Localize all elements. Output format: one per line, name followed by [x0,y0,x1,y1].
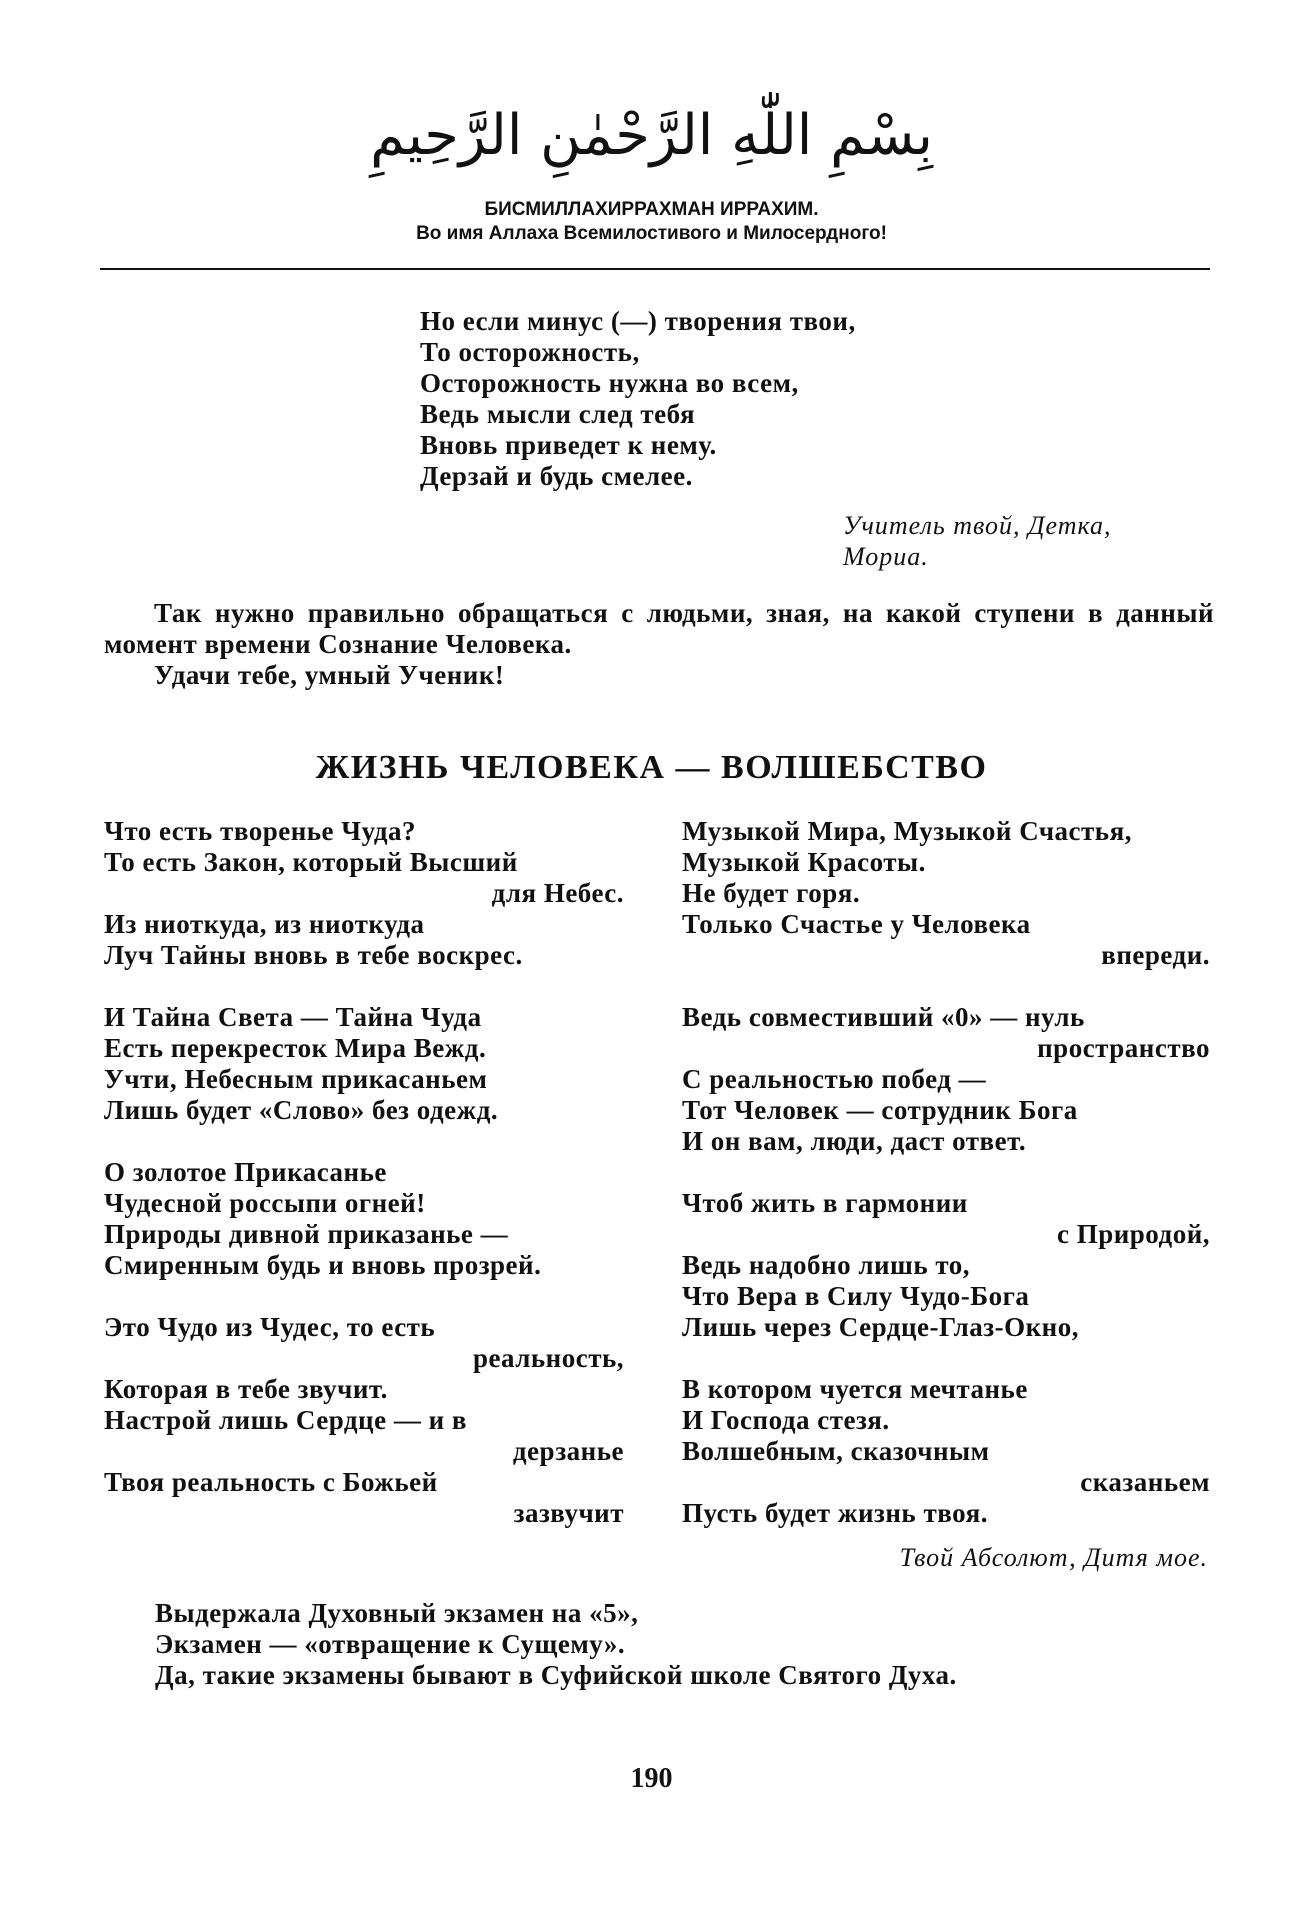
poem-line: Не будет горя. [682,878,861,908]
header-translation: Во имя Аллаха Всемилостивого и Милосердного! [416,223,887,244]
poem-line: С реальностью побед — [682,1064,987,1094]
poem-line: Настрой лишь Сердце — и в [104,1405,467,1435]
poem-line: с Природой, [1056,1219,1210,1249]
poem-line: Это Чудо из Чудес, то есть [104,1312,436,1342]
poem-line: Ведь надобно лишь то, [682,1250,971,1280]
closing-line: Выдержала Духовный экзамен на «5», [155,1598,639,1628]
poem-line: То осторожность, [420,337,640,367]
prose-paragraph: Удачи тебе, умный Ученик! [154,660,505,690]
poem-right-column [682,816,1210,1529]
poem-line: Луч Тайны вновь в тебе воскрес. [104,940,523,970]
page-number: 190 [630,1763,673,1794]
stanza-gap [682,1157,1210,1188]
signature-line: Мориа. [843,542,929,571]
header-divider [100,268,1210,270]
poem-title: ЖИЗНЬ ЧЕЛОВЕКА — ВОЛШЕБСТВО [315,749,988,786]
poem-line: И Тайна Света — Тайна Чуда [104,1002,482,1032]
poem-line: Из ниоткуда, из ниоткуда [104,909,425,939]
poem-line: Осторожность нужна во всем, [420,368,799,398]
poem-line: И он вам, люди, даст ответ. [682,1126,1027,1156]
poem-line: Чтоб жить в гармонии [682,1188,968,1218]
poem-line: реальность, [473,1343,624,1373]
poem-line: Тот Человек — сотрудник Бога [682,1095,1078,1125]
stanza-gap [104,1281,624,1312]
poem-line: Дерзай и будь смелее. [420,461,693,491]
poem-line: Ведь мысли след тебя [420,399,696,429]
stanza-gap [104,1126,624,1157]
poem-line: Но если минус (—) творения твои, [420,306,856,336]
closing-note [155,1598,957,1691]
page-header [0,198,1303,246]
poem-line: Что Вера в Силу Чудо-Бога [682,1281,1030,1311]
poem-line: Твоя реальность с Божьей [104,1467,438,1497]
top-signature [843,510,1112,572]
prose-block [104,598,1214,691]
poem-line: Волшебным, сказочным [682,1436,990,1466]
poem-line: Только Счастье у Человека [682,909,1031,939]
poem-line: Природы дивной приказанье — [104,1219,509,1249]
poem-line: Что есть творенье Чуда? [104,816,417,846]
top-poem [420,306,856,492]
header-transliteration: БИСМИЛЛАХИРРАХМАН ИРРАХИМ. [484,199,819,220]
poem-line: Смиренным будь и вновь прозрей. [104,1250,542,1280]
poem-line: пространство [1037,1033,1210,1063]
poem-line: И Господа стезя. [682,1405,890,1435]
closing-line: Да, такие экзамены бывают в Суфийской школе Святого Духа. [155,1660,957,1690]
closing-line: Экзамен — «отвращение к Сущему». [155,1629,626,1659]
poem-line: зазвучит [513,1498,624,1528]
poem-line: для Небес. [491,878,624,908]
poem-line: Музыкой Красоты. [682,847,926,877]
poem-line: Есть перекресток Мира Вежд. [104,1033,487,1063]
poem-line: Которая в тебе звучит. [104,1374,388,1404]
poem-line: Лишь будет «Слово» без одежд. [104,1095,499,1125]
poem-line: О золотое Прикасанье [104,1157,387,1187]
poem-line: Вновь приведет к нему. [420,430,717,460]
poem-line: Музыкой Мира, Музыкой Счастья, [682,816,1132,846]
poem-line: сказаньем [1080,1467,1210,1497]
stanza-gap [682,1343,1210,1374]
poem-left-column [104,816,624,1529]
poem-line: То есть Закон, который Высший [104,847,518,877]
poem-line: В котором чуется мечтанье [682,1374,1028,1404]
poem-line: Чудесной россыпи огней! [104,1188,426,1218]
poem-line: дерзанье [512,1436,624,1466]
bottom-signature: Твой Абсолют, Дитя мое. [899,1543,1208,1572]
poem-line: Учти, Небесным прикасаньем [104,1064,488,1094]
arabic-calligraphy: بِسْمِ اللّٰهِ الرَّحْمٰنِ الرَّحِيمِ [370,103,933,168]
signature-line: Учитель твой, Детка, [843,511,1112,540]
poem-line: Ведь совместивший «0» — нуль [682,1002,1085,1032]
poem-line: впереди. [1101,940,1210,970]
poem-line: Лишь через Сердце-Глаз-Окно, [682,1312,1079,1342]
poem-line: Пусть будет жизнь твоя. [682,1498,988,1528]
prose-paragraph: Так нужно правильно обращаться с людьми, зная, на какой ступени в данный момент времени Сознание Человека. [104,598,1214,659]
stanza-gap [682,971,1210,1002]
stanza-gap [104,971,624,1002]
